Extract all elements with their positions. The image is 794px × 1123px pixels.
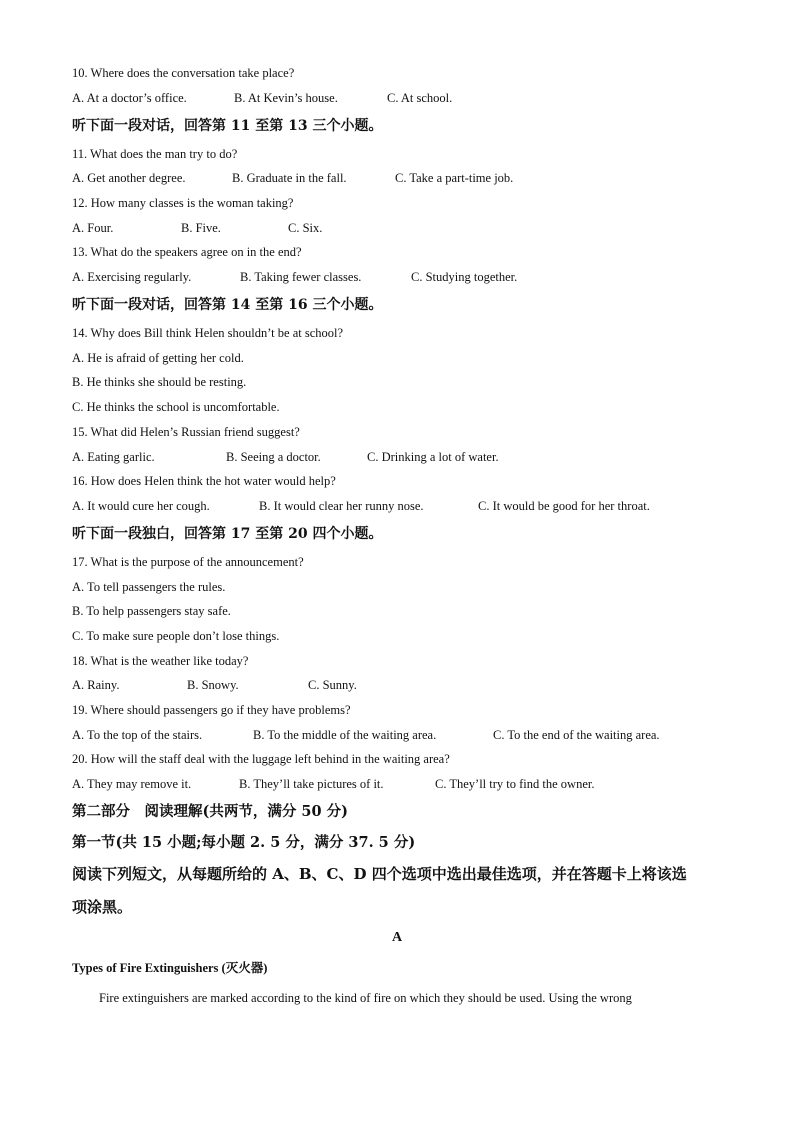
q15-option-b: B. Seeing a doctor. (226, 450, 321, 464)
section-one-heading: 第一节(共 15 小题;每小题 2. 5 分，满分 37. 5 分) (72, 834, 416, 851)
q14-option-b: B. He thinks she should be resting. (72, 375, 247, 389)
q18-option-c: C. Sunny. (308, 678, 357, 692)
question-12: 12. How many classes is the woman taking? (72, 196, 294, 210)
question-13: 13. What do the speakers agree on in the end? (72, 245, 302, 259)
question-16: 16. How does Helen think the hot water would help? (72, 474, 336, 488)
q15-option-a: A. Eating garlic. (72, 450, 155, 464)
question-14: 14. Why does Bill think Helen shouldn’t be at school? (72, 326, 344, 340)
q12-option-a: A. Four. (72, 221, 114, 235)
reading-instruction-line-2: 项涂黑。 (72, 898, 133, 916)
q14-option-a: A. He is afraid of getting her cold. (72, 351, 244, 365)
part-two-heading: 第二部分 阅读理解(共两节，满分 50 分) (72, 803, 348, 820)
q19-option-c: C. To the end of the waiting area. (493, 728, 660, 742)
passage-first-line: Fire extinguishers are marked according to the kind of fire on which they should be used. Using the wrong (99, 991, 632, 1005)
section-heading-11-13: 听下面一段对话，回答第 11 至第 13 三个小题。 (72, 118, 383, 134)
question-18: 18. What is the weather like today? (72, 654, 249, 668)
question-10: 10. Where does the conversation take place? (72, 66, 295, 80)
q12-option-b: B. Five. (181, 221, 221, 235)
q20-option-c: C. They’ll try to find the owner. (435, 777, 595, 791)
q18-option-a: A. Rainy. (72, 678, 120, 692)
passage-label: A (391, 930, 403, 945)
q20-option-a: A. They may remove it. (72, 777, 192, 791)
q10-option-c: C. At school. (387, 91, 453, 105)
q17-option-b: B. To help passengers stay safe. (72, 604, 231, 618)
question-19: 19. Where should passengers go if they have problems? (72, 703, 351, 717)
q16-option-b: B. It would clear her runny nose. (259, 499, 424, 513)
section-heading-14-16: 听下面一段对话，回答第 14 至第 16 三个小题。 (72, 297, 383, 313)
question-20: 20. How will the staff deal with the luggage left behind in the waiting area? (72, 752, 450, 766)
q19-option-a: A. To the top of the stairs. (72, 728, 203, 742)
q11-option-b: B. Graduate in the fall. (232, 171, 347, 185)
q20-option-b: B. They’ll take pictures of it. (239, 777, 384, 791)
q13-option-a: A. Exercising regularly. (72, 270, 192, 284)
q17-option-a: A. To tell passengers the rules. (72, 580, 226, 594)
q17-option-c: C. To make sure people don’t lose things. (72, 629, 280, 643)
q16-option-c: C. It would be good for her throat. (478, 499, 650, 513)
q12-option-c: C. Six. (288, 221, 323, 235)
q11-option-c: C. Take a part-time job. (395, 171, 514, 185)
q15-option-c: C. Drinking a lot of water. (367, 450, 499, 464)
question-15: 15. What did Helen’s Russian friend suggest? (72, 425, 300, 439)
q18-option-b: B. Snowy. (187, 678, 239, 692)
q10-option-a: A. At a doctor’s office. (72, 91, 187, 105)
q19-option-b: B. To the middle of the waiting area. (253, 728, 437, 742)
q13-option-c: C. Studying together. (411, 270, 518, 284)
q11-option-a: A. Get another degree. (72, 171, 186, 185)
q14-option-c: C. He thinks the school is uncomfortable. (72, 400, 280, 414)
section-heading-17-20: 听下面一段独白，回答第 17 至第 20 四个小题。 (72, 526, 383, 542)
q10-option-b: B. At Kevin’s house. (234, 91, 338, 105)
q13-option-b: B. Taking fewer classes. (240, 270, 362, 284)
question-11: 11. What does the man try to do? (72, 147, 238, 161)
reading-instruction-line-1: 阅读下列短文，从每题所给的 A、B、C、D 四个选项中选出最佳选项，并在答题卡上将该选 (72, 865, 687, 883)
passage-title: Types of Fire Extinguishers (灭火器) (72, 961, 268, 975)
q16-option-a: A. It would cure her cough. (72, 499, 210, 513)
question-17: 17. What is the purpose of the announcement? (72, 555, 304, 569)
